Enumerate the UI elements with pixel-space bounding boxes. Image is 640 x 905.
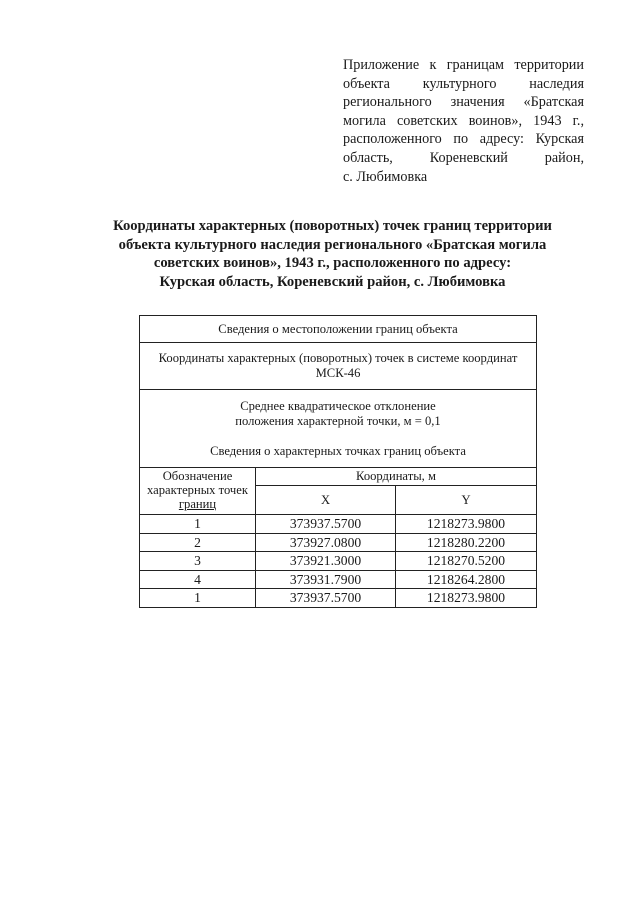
table-row: [140, 533, 537, 552]
annex-line: с. Любимовка: [343, 168, 428, 185]
table-row: [140, 570, 537, 589]
point-id-cell: 4: [140, 570, 256, 589]
annex-line: могила советских воинов», 1943 г.,: [343, 112, 584, 129]
col-header-point-line: Обозначение: [162, 469, 233, 483]
table-row: [140, 515, 537, 534]
heading-line: объекта культурного наследия регионального «Братская могила: [118, 236, 547, 253]
coord-system-cell: [140, 343, 537, 390]
heading-line: Координаты характерных (поворотных) точек границ территории: [113, 218, 552, 234]
heading-line: Курская область, Кореневский район, с. Любимовка: [159, 273, 506, 290]
section-title-cell: Сведения о местоположении границ объекта: [140, 316, 537, 343]
table-row: [140, 552, 537, 571]
table-row: [140, 589, 537, 608]
annex-line: область, Кореневский район,: [343, 149, 584, 166]
points-title: Сведения о характерных точках границ объекта: [210, 443, 466, 458]
col-header-point-line: характерных точек: [147, 483, 248, 497]
accuracy-line: Среднее квадратическое отклонение: [240, 398, 436, 413]
col-header-point: [140, 468, 256, 515]
y-coord-cell: 1218270.5200: [396, 552, 537, 571]
header-row: [140, 468, 537, 486]
boundary-coordinates-table: [139, 315, 537, 608]
point-id-cell: 2: [140, 533, 256, 552]
coord-system-row: [140, 343, 537, 390]
annex-line: объекта культурного наследия: [343, 75, 584, 92]
x-coord-cell: 373921.3000: [256, 552, 396, 571]
col-header-point-line: границ: [178, 497, 217, 511]
y-coord-cell: 1218273.9800: [396, 515, 537, 534]
x-coord-cell: 373937.5700: [256, 589, 396, 608]
x-coord-cell: 373931.7900: [256, 570, 396, 589]
annex-line: регионального значения «Братская: [343, 94, 584, 111]
x-coord-cell: 373927.0800: [256, 533, 396, 552]
coord-system-code: МСК-46: [315, 366, 361, 380]
accuracy-line: положения характерной точки, м = 0,1: [235, 413, 441, 428]
spacer: [140, 429, 536, 444]
x-coord-cell: 373937.5700: [256, 515, 396, 534]
accuracy-cell: [140, 390, 537, 468]
accuracy-row: [140, 390, 537, 468]
col-header-x: X: [256, 486, 396, 515]
annex-line: Приложение к границам территории: [343, 57, 584, 73]
col-header-y: Y: [396, 486, 537, 515]
coord-system-line: Координаты характерных (поворотных) точек в системе координат: [158, 351, 518, 365]
y-coord-cell: 1218280.2200: [396, 533, 537, 552]
document-heading: [90, 217, 575, 291]
annex-line: расположенного по адресу: Курская: [343, 131, 584, 148]
table-section-row: [140, 316, 537, 343]
point-id-cell: 3: [140, 552, 256, 571]
point-id-cell: 1: [140, 515, 256, 534]
point-id-cell: 1: [140, 589, 256, 608]
annex-note: [343, 56, 584, 186]
y-coord-cell: 1218264.2800: [396, 570, 537, 589]
heading-line: советских воинов», 1943 г., расположенного по адресу:: [153, 255, 512, 272]
col-header-coords: Координаты, м: [256, 468, 537, 486]
y-coord-cell: 1218273.9800: [396, 589, 537, 608]
